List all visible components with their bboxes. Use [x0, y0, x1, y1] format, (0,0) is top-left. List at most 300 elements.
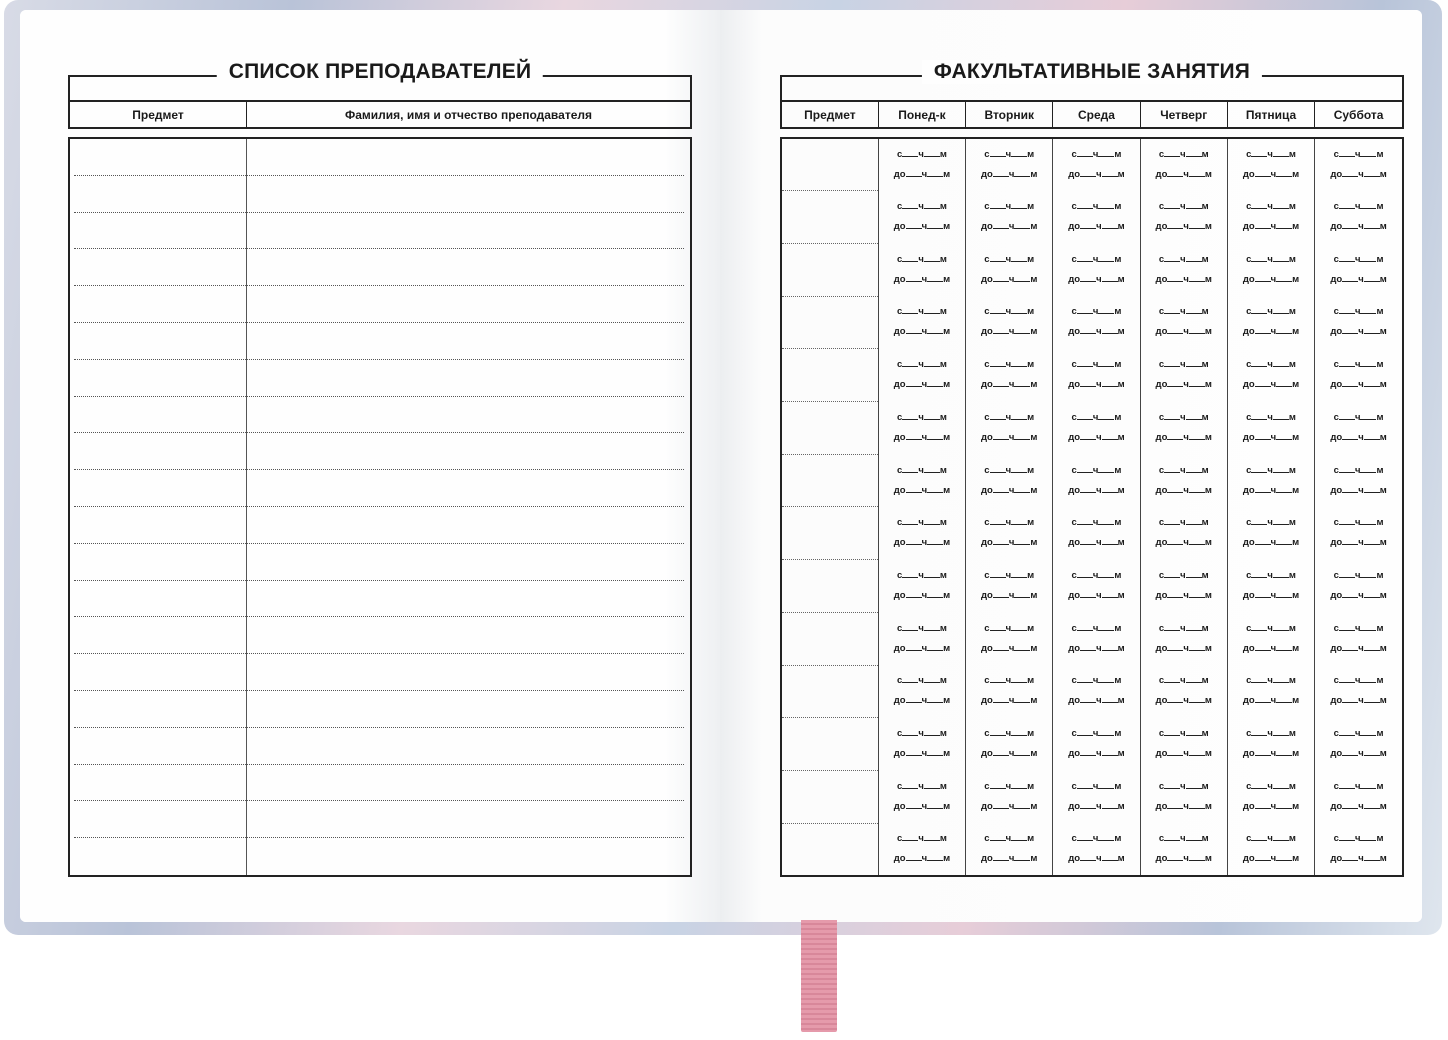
hours-label: ч: [1092, 780, 1099, 792]
time-slot-prefix: до: [1155, 273, 1168, 285]
time-slot-line: [1053, 408, 1139, 428]
hours-blank: [902, 831, 918, 841]
hours-blank: [1255, 219, 1271, 229]
time-slot-line: [1141, 197, 1227, 217]
hours-blank: [1255, 483, 1271, 493]
time-slot-line: [1053, 250, 1139, 270]
time-slot-line: [879, 408, 965, 428]
hours-label: ч: [1270, 642, 1277, 654]
time-slot-line: [1228, 375, 1314, 395]
minutes-label: м: [1030, 800, 1038, 812]
hours-blank: [1164, 726, 1180, 736]
hours-label: ч: [1270, 748, 1277, 760]
time-slot-prefix: с: [984, 148, 990, 160]
minutes-blank: [924, 252, 940, 262]
hours-label: ч: [1005, 359, 1012, 371]
hours-label: ч: [1008, 537, 1015, 549]
hours-label: ч: [1005, 201, 1012, 213]
minutes-blank: [927, 693, 943, 703]
hours-blank: [1080, 851, 1096, 861]
elective-time-cell: [1227, 191, 1314, 244]
time-slot-line: [1315, 145, 1402, 165]
hours-blank: [990, 673, 1006, 683]
time-slot-prefix: до: [1068, 537, 1081, 549]
hours-blank: [1342, 483, 1358, 493]
hours-blank: [993, 851, 1009, 861]
time-slot-line: [1228, 513, 1314, 533]
time-slot-prefix: до: [981, 431, 993, 443]
time-slot-line: [1228, 639, 1314, 659]
minutes-label: м: [1292, 748, 1300, 760]
minutes-blank: [1014, 167, 1030, 177]
hours-label: ч: [1270, 431, 1277, 443]
hours-label: ч: [1008, 431, 1015, 443]
hours-blank: [1255, 324, 1271, 334]
time-slot-prefix: до: [1242, 379, 1255, 391]
hours-blank: [906, 746, 922, 756]
minutes-label: м: [1288, 201, 1296, 213]
hours-label: ч: [921, 589, 928, 601]
hours-blank: [1251, 147, 1267, 157]
time-slot-line: [1053, 691, 1139, 711]
elective-time-cell: [1315, 191, 1403, 244]
electives-row: [781, 718, 1403, 771]
elective-time-cell: [1227, 612, 1314, 665]
time-slot-line: [1228, 145, 1314, 165]
hours-label: ч: [1358, 589, 1364, 601]
time-slot-prefix: до: [1155, 853, 1168, 865]
time-slot-line: [1315, 375, 1402, 395]
time-slot-line: [879, 797, 965, 817]
time-slot-line: [1315, 533, 1402, 553]
elective-time-cell: [1315, 138, 1403, 191]
time-slot-prefix: до: [1155, 748, 1168, 760]
minutes-blank: [1186, 515, 1202, 525]
minutes-label: м: [1376, 517, 1384, 529]
hours-blank: [990, 304, 1006, 314]
time-slot-line: [1053, 829, 1139, 849]
minutes-blank: [1011, 304, 1027, 314]
minutes-label: м: [1379, 695, 1387, 707]
minutes-blank: [1098, 568, 1114, 578]
time-slot-line: [1315, 586, 1402, 606]
time-slot-prefix: до: [981, 326, 993, 338]
time-slot-line: [1315, 849, 1402, 869]
hours-blank: [1255, 377, 1271, 387]
minutes-blank: [1364, 641, 1380, 651]
minutes-label: м: [1114, 253, 1122, 265]
time-slot-line: [1315, 829, 1402, 849]
time-slot-line: [1141, 513, 1227, 533]
time-slot-line: [1141, 165, 1227, 185]
hours-blank: [993, 641, 1009, 651]
electives-row: [781, 665, 1403, 718]
elective-time-cell: [1140, 823, 1227, 876]
time-slot-line: [1141, 586, 1227, 606]
elective-time-cell: [1315, 718, 1403, 771]
hours-label: ч: [1092, 622, 1099, 634]
hours-label: ч: [1358, 379, 1364, 391]
minutes-label: м: [1376, 148, 1384, 160]
minutes-blank: [1273, 304, 1289, 314]
hours-blank: [902, 463, 918, 473]
elective-time-cell: [1315, 349, 1403, 402]
teachers-title: СПИСОК ПРЕПОДАВАТЕЛЕЙ: [217, 60, 543, 84]
hours-blank: [1167, 430, 1183, 440]
time-slot-line: [966, 829, 1052, 849]
hours-label: ч: [921, 379, 928, 391]
time-slot-line: [1141, 302, 1227, 322]
hours-label: ч: [921, 431, 928, 443]
time-slot-prefix: до: [1068, 326, 1081, 338]
minutes-blank: [1273, 463, 1289, 473]
minutes-label: м: [1379, 168, 1387, 180]
elective-time-cell: [1053, 454, 1140, 507]
time-slot-prefix: с: [897, 517, 903, 529]
elective-time-cell: [1140, 191, 1227, 244]
hours-label: ч: [1267, 411, 1273, 423]
hours-blank: [993, 693, 1009, 703]
time-slot-prefix: с: [1071, 359, 1077, 371]
hours-blank: [1255, 430, 1271, 440]
time-slot-prefix: с: [1158, 359, 1165, 371]
minutes-blank: [924, 463, 940, 473]
minutes-label: м: [1201, 728, 1209, 740]
minutes-label: м: [1376, 569, 1384, 581]
hours-blank: [990, 410, 1006, 420]
writing-line: [74, 506, 684, 507]
minutes-label: м: [1201, 359, 1209, 371]
elective-time-cell: [966, 612, 1053, 665]
minutes-label: м: [1204, 853, 1212, 865]
time-slot-prefix: до: [1330, 221, 1343, 233]
elective-time-cell: [878, 296, 965, 349]
minutes-blank: [1102, 799, 1118, 809]
minutes-blank: [924, 621, 940, 631]
elective-time-cell: [1053, 191, 1140, 244]
minutes-blank: [1102, 588, 1118, 598]
hours-label: ч: [1267, 253, 1273, 265]
hours-label: ч: [1183, 168, 1189, 180]
hours-label: ч: [1180, 306, 1186, 318]
hours-label: ч: [1005, 411, 1012, 423]
hours-blank: [1342, 272, 1358, 282]
time-slot-line: [1228, 566, 1314, 586]
hours-blank: [1077, 726, 1093, 736]
hours-label: ч: [1358, 326, 1364, 338]
hours-blank: [902, 673, 918, 683]
hours-label: ч: [1183, 695, 1189, 707]
elective-time-cell: [1227, 349, 1314, 402]
elective-time-cell: [1227, 560, 1314, 613]
electives-header-monday: Понед-к: [878, 101, 965, 128]
minutes-blank: [1014, 377, 1030, 387]
minutes-label: м: [1379, 748, 1387, 760]
hours-blank: [1251, 726, 1267, 736]
time-slot-prefix: с: [1246, 306, 1252, 318]
time-slot-prefix: до: [1242, 800, 1255, 812]
hours-label: ч: [1270, 379, 1277, 391]
hours-blank: [906, 641, 922, 651]
elective-time-cell: [966, 454, 1053, 507]
hours-blank: [1342, 219, 1358, 229]
time-slot-prefix: с: [1246, 675, 1252, 687]
minutes-blank: [927, 167, 943, 177]
elective-time-cell: [966, 349, 1053, 402]
minutes-blank: [1098, 147, 1114, 157]
hours-label: ч: [1092, 201, 1099, 213]
minutes-blank: [1189, 219, 1205, 229]
elective-time-cell: [1227, 402, 1314, 455]
hours-label: ч: [1354, 622, 1361, 634]
time-slot-prefix: до: [1068, 800, 1081, 812]
time-slot-line: [966, 691, 1052, 711]
minutes-label: м: [943, 379, 951, 391]
hours-label: ч: [1354, 306, 1361, 318]
time-slot-prefix: с: [897, 728, 903, 740]
time-slot-line: [1228, 481, 1314, 501]
time-slot-line: [1053, 777, 1139, 797]
teachers-header-subject: Предмет: [69, 101, 247, 128]
hours-blank: [1255, 588, 1271, 598]
minutes-blank: [1189, 641, 1205, 651]
minutes-blank: [1186, 831, 1202, 841]
time-slot-prefix: с: [1246, 728, 1252, 740]
minutes-blank: [1011, 831, 1027, 841]
hours-blank: [1339, 252, 1355, 262]
hours-label: ч: [918, 728, 924, 740]
time-slot-prefix: с: [1333, 675, 1339, 687]
time-slot-line: [1315, 428, 1402, 448]
minutes-blank: [1098, 199, 1114, 209]
time-slot-line: [1228, 724, 1314, 744]
minutes-label: м: [939, 833, 947, 845]
hours-label: ч: [1354, 464, 1361, 476]
minutes-label: м: [939, 148, 947, 160]
hours-blank: [1080, 272, 1096, 282]
hours-label: ч: [1270, 695, 1277, 707]
minutes-label: м: [1376, 253, 1384, 265]
elective-time-cell: [1140, 296, 1227, 349]
minutes-label: м: [943, 537, 951, 549]
minutes-blank: [1098, 779, 1114, 789]
minutes-label: м: [1117, 484, 1125, 496]
hours-blank: [990, 831, 1006, 841]
hours-label: ч: [918, 253, 924, 265]
minutes-label: м: [1117, 589, 1125, 601]
hours-blank: [1167, 219, 1183, 229]
minutes-label: м: [1027, 833, 1035, 845]
hours-blank: [1342, 588, 1358, 598]
hours-label: ч: [918, 780, 924, 792]
time-slot-line: [1141, 671, 1227, 691]
time-slot-prefix: до: [1068, 484, 1081, 496]
minutes-label: м: [1201, 569, 1209, 581]
time-slot-prefix: с: [1333, 728, 1339, 740]
time-slot-prefix: с: [1333, 411, 1339, 423]
time-slot-prefix: до: [1068, 589, 1081, 601]
minutes-label: м: [1027, 728, 1035, 740]
minutes-label: м: [943, 484, 951, 496]
minutes-label: м: [1030, 221, 1038, 233]
time-slot-line: [1053, 375, 1139, 395]
minutes-blank: [927, 851, 943, 861]
time-slot-line: [1315, 777, 1402, 797]
time-slot-prefix: с: [897, 675, 903, 687]
hours-label: ч: [1092, 148, 1099, 160]
minutes-label: м: [1204, 537, 1212, 549]
elective-time-cell: [1227, 718, 1314, 771]
minutes-label: м: [1376, 728, 1384, 740]
minutes-label: м: [939, 622, 947, 634]
electives-grid: [780, 137, 1404, 877]
time-slot-prefix: до: [1155, 537, 1168, 549]
time-slot-line: [966, 797, 1052, 817]
hours-blank: [906, 272, 922, 282]
elective-time-cell: [878, 454, 965, 507]
time-slot-prefix: до: [893, 695, 906, 707]
elective-time-cell: [878, 349, 965, 402]
hours-blank: [1077, 621, 1093, 631]
time-slot-line: [966, 533, 1052, 553]
time-slot-line: [966, 322, 1052, 342]
time-slot-line: [1141, 691, 1227, 711]
minutes-label: м: [1027, 517, 1035, 529]
minutes-blank: [1189, 430, 1205, 440]
minutes-label: м: [939, 780, 947, 792]
hours-blank: [993, 272, 1009, 282]
time-slot-line: [879, 639, 965, 659]
hours-label: ч: [1096, 589, 1102, 601]
hours-blank: [1077, 673, 1093, 683]
time-slot-prefix: до: [981, 589, 993, 601]
elective-subject-cell: [781, 718, 878, 771]
hours-blank: [1077, 831, 1093, 841]
time-slot-prefix: с: [1158, 411, 1165, 423]
minutes-blank: [1364, 377, 1380, 387]
time-slot-line: [1053, 797, 1139, 817]
hours-blank: [1077, 568, 1093, 578]
hours-label: ч: [1354, 253, 1361, 265]
minutes-blank: [1276, 219, 1292, 229]
minutes-blank: [1276, 535, 1292, 545]
time-slot-prefix: с: [1071, 622, 1077, 634]
electives-row: [781, 191, 1403, 244]
hours-label: ч: [1096, 800, 1102, 812]
time-slot-line: [1141, 322, 1227, 342]
minutes-label: м: [1117, 379, 1125, 391]
time-slot-prefix: до: [893, 273, 906, 285]
time-slot-line: [1228, 829, 1314, 849]
hours-blank: [906, 377, 922, 387]
time-slot-prefix: до: [981, 537, 993, 549]
minutes-blank: [1360, 515, 1376, 525]
minutes-blank: [1360, 410, 1376, 420]
time-slot-line: [1315, 797, 1402, 817]
time-slot-line: [1053, 355, 1139, 375]
time-slot-line: [1315, 217, 1402, 237]
minutes-blank: [1360, 252, 1376, 262]
time-slot-prefix: с: [1158, 780, 1165, 792]
hours-label: ч: [1267, 833, 1273, 845]
minutes-blank: [1102, 746, 1118, 756]
minutes-label: м: [1376, 359, 1384, 371]
minutes-blank: [1011, 357, 1027, 367]
minutes-label: м: [1027, 569, 1035, 581]
minutes-label: м: [1114, 622, 1122, 634]
writing-line: [74, 285, 684, 286]
minutes-blank: [1360, 304, 1376, 314]
elective-time-cell: [1227, 454, 1314, 507]
time-slot-line: [1141, 428, 1227, 448]
minutes-label: м: [1201, 833, 1209, 845]
time-slot-line: [966, 724, 1052, 744]
hours-blank: [902, 252, 918, 262]
time-slot-prefix: до: [893, 537, 906, 549]
minutes-label: м: [1030, 537, 1038, 549]
hours-blank: [906, 324, 922, 334]
hours-label: ч: [921, 221, 928, 233]
hours-blank: [990, 252, 1006, 262]
time-slot-prefix: с: [984, 253, 990, 265]
time-slot-prefix: до: [893, 589, 906, 601]
minutes-label: м: [1117, 853, 1125, 865]
minutes-blank: [1011, 568, 1027, 578]
time-slot-prefix: с: [1071, 306, 1077, 318]
minutes-label: м: [1376, 780, 1384, 792]
hours-label: ч: [921, 326, 928, 338]
elective-time-cell: [1140, 718, 1227, 771]
hours-label: ч: [1092, 464, 1099, 476]
time-slot-line: [966, 145, 1052, 165]
hours-label: ч: [918, 675, 924, 687]
hours-blank: [1080, 324, 1096, 334]
hours-label: ч: [1270, 800, 1277, 812]
time-slot-prefix: до: [981, 800, 993, 812]
hours-blank: [1164, 673, 1180, 683]
time-slot-prefix: до: [893, 221, 906, 233]
minutes-label: м: [1292, 800, 1300, 812]
elective-time-cell: [1315, 454, 1403, 507]
elective-time-cell: [1053, 243, 1140, 296]
elective-time-cell: [878, 665, 965, 718]
minutes-blank: [1014, 324, 1030, 334]
minutes-blank: [1364, 851, 1380, 861]
minutes-blank: [1360, 147, 1376, 157]
minutes-label: м: [1201, 675, 1209, 687]
hours-label: ч: [918, 148, 924, 160]
minutes-blank: [1098, 463, 1114, 473]
minutes-blank: [1098, 726, 1114, 736]
electives-row: [781, 296, 1403, 349]
writing-line: [74, 580, 684, 581]
time-slot-line: [1315, 724, 1402, 744]
minutes-label: м: [1292, 695, 1300, 707]
elective-subject-cell: [781, 665, 878, 718]
hours-blank: [1342, 693, 1358, 703]
minutes-label: м: [1117, 695, 1125, 707]
minutes-blank: [1276, 588, 1292, 598]
minutes-label: м: [1379, 642, 1387, 654]
hours-blank: [1080, 535, 1096, 545]
time-slot-line: [1315, 197, 1402, 217]
time-slot-line: [966, 375, 1052, 395]
hours-label: ч: [1096, 695, 1102, 707]
time-slot-line: [966, 513, 1052, 533]
minutes-label: м: [1117, 431, 1125, 443]
hours-label: ч: [921, 748, 928, 760]
elective-time-cell: [1053, 560, 1140, 613]
